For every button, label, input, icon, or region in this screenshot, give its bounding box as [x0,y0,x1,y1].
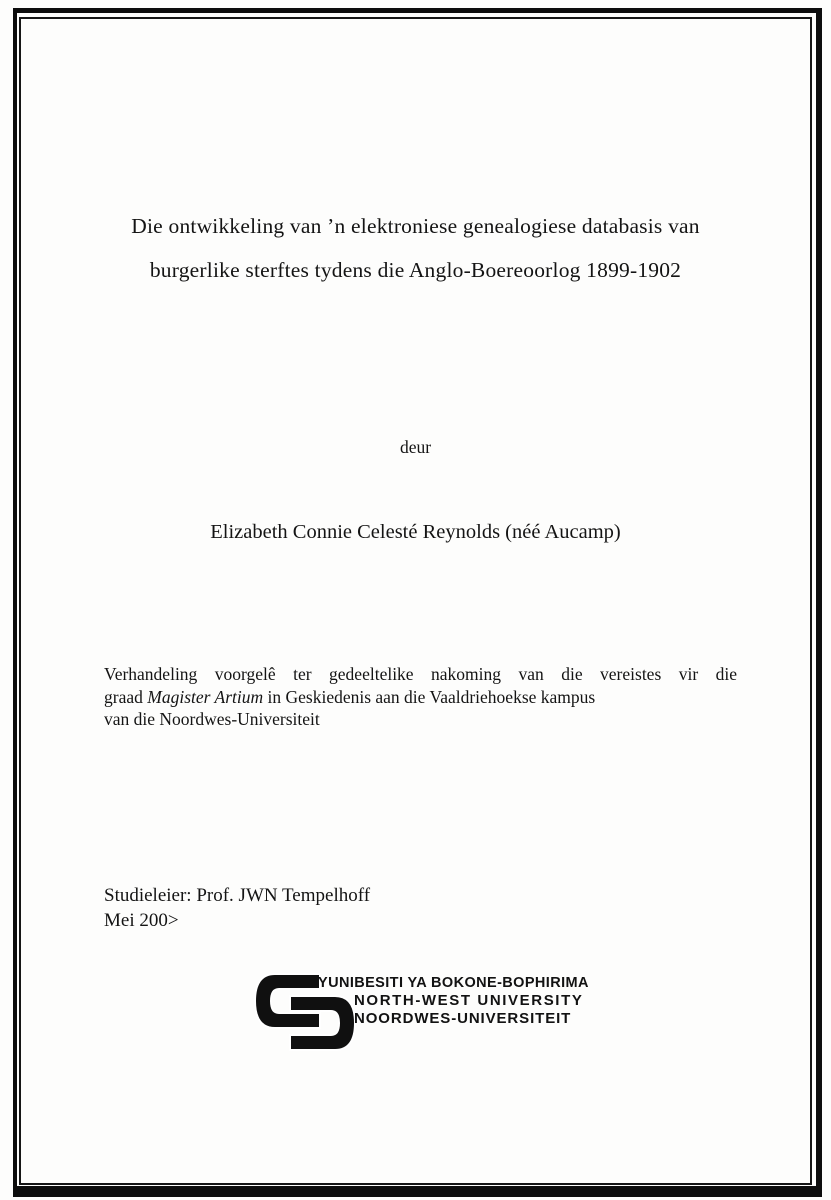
university-logo-text [318,974,589,1028]
logo-text-english: NORTH-WEST UNIVERSITY [354,992,584,1009]
thesis-title-line1: Die ontwikkeling van ’n elektroniese genealogiese databasis van [131,214,700,238]
logo-text-setswana: YUNIBESITI YA BOKONE-BOPHIRIMA [318,975,589,991]
logo-text-afrikaans: NOORDWES-UNIVERSITEIT [354,1010,572,1027]
degree-statement-line3: van die Noordwes-Universiteit [104,709,320,730]
degree-statement-line2-pre: graad [104,686,148,707]
thesis-title [40,205,791,292]
university-logo [253,970,589,1054]
degree-statement-line1: Verhandeling voorgelê ter gedeeltelike nakoming van die vereistes vir die [104,664,737,684]
supervisor-line: Studieleier: Prof. JWN Tempelhoff [104,885,371,906]
author-name: Elizabeth Connie Celesté Reynolds (néé Aucamp) [210,521,621,543]
degree-name-italic: Magister Artium [147,686,264,707]
byline-deur: deur [399,437,432,457]
degree-statement [104,663,737,731]
degree-statement-line2-post: in Geskiedenis aan die Vaaldriehoekse kampus [263,686,596,707]
date-line: Mei 200> [104,910,179,931]
degree-statement-line2 [104,686,737,709]
thesis-title-line2: burgerlike sterftes tydens die Anglo-Boereoorlog 1899-1902 [149,257,682,282]
